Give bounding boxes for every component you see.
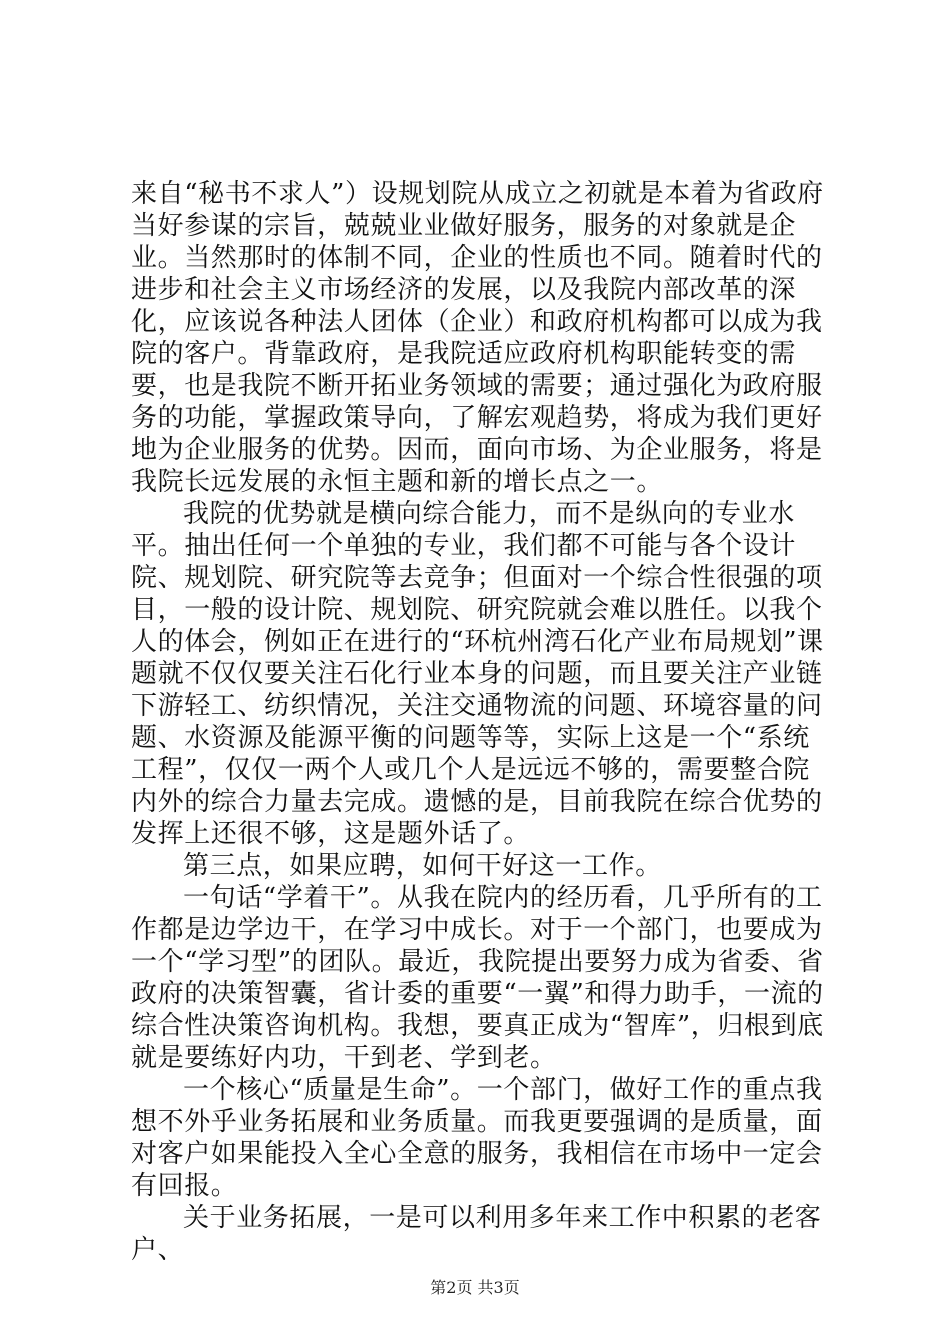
paragraph-5: 一个核心“质量是生命”。一个部门，做好工作的重点我想不外乎业务拓展和业务质量。而我更要强调的是质量，面对客户如果能投入全心全意的服务，我相信在市场中一定会有回报。	[131, 1075, 823, 1201]
page-footer: 第2页 共3页	[430, 1278, 520, 1297]
document-body	[131, 178, 831, 1266]
paragraph-2: 我院的优势就是横向综合能力，而不是纵向的专业水平。抽出任何一个单独的专业，我们都不可能与各个设计院、规划院、研究院等去竞争；但面对一个综合性很强的项目，一般的设计院、规划院、研究院就会难以胜任。以我个人的体会，例如正在进行的“环杭州湾石化产业布局规划”课题就不仅仅要关注石化行业本身的问题，而且要关注产业链下游轻工、纺织情况，关注交通物流的问题、环境容量的问题、水资源及能源平衡的问题等等，实际上这是一个“系统工程”，仅仅一两个人或几个人是远远不够的，需要整合院内外的综合力量去完成。遗憾的是，目前我院在综合优势的发挥上还很不够，这是题外话了。	[131, 499, 824, 849]
paragraph-6: 关于业务拓展，一是可以利用多年来工作中积累的老客户、	[131, 1203, 822, 1265]
paragraph-4: 一句话“学着干”。从我在院内的经历看，几乎所有的工作都是边学边干，在学习中成长。对于一个部门，也要成为一个“学习型”的团队。最近，我院提出要努力成为省委、省政府的决策智囊，省计委的重要“一翼”和得力助手，一流的综合性决策咨询机构。我想，要真正成为“智库”，归根到底就是要练好内功，干到老、学到老。	[131, 883, 824, 1073]
paragraph-3: 第三点，如果应聘，如何干好这一工作。	[183, 851, 662, 881]
paragraph-1: 来自“秘书不求人”）设规划院从成立之初就是本着为省政府当好参谋的宗旨，兢兢业业做好服务，服务的对象就是企业。当然那时的体制不同，企业的性质也不同。随着时代的进步和社会主义市场经济的发展，以及我院内部改革的深化，应该说各种法人团体（企业）和政府机构都可以成为我院的客户。背靠政府，是我院适应政府机构职能转变的需要，也是我院不断开拓业务领域的需要；通过强化为政府服务的功能，掌握政策导向，了解宏观趋势，将成为我们更好地为企业服务的优势。因而，面向市场、为企业服务，将是我院长远发展的永恒主题和新的增长点之一。	[131, 179, 824, 497]
